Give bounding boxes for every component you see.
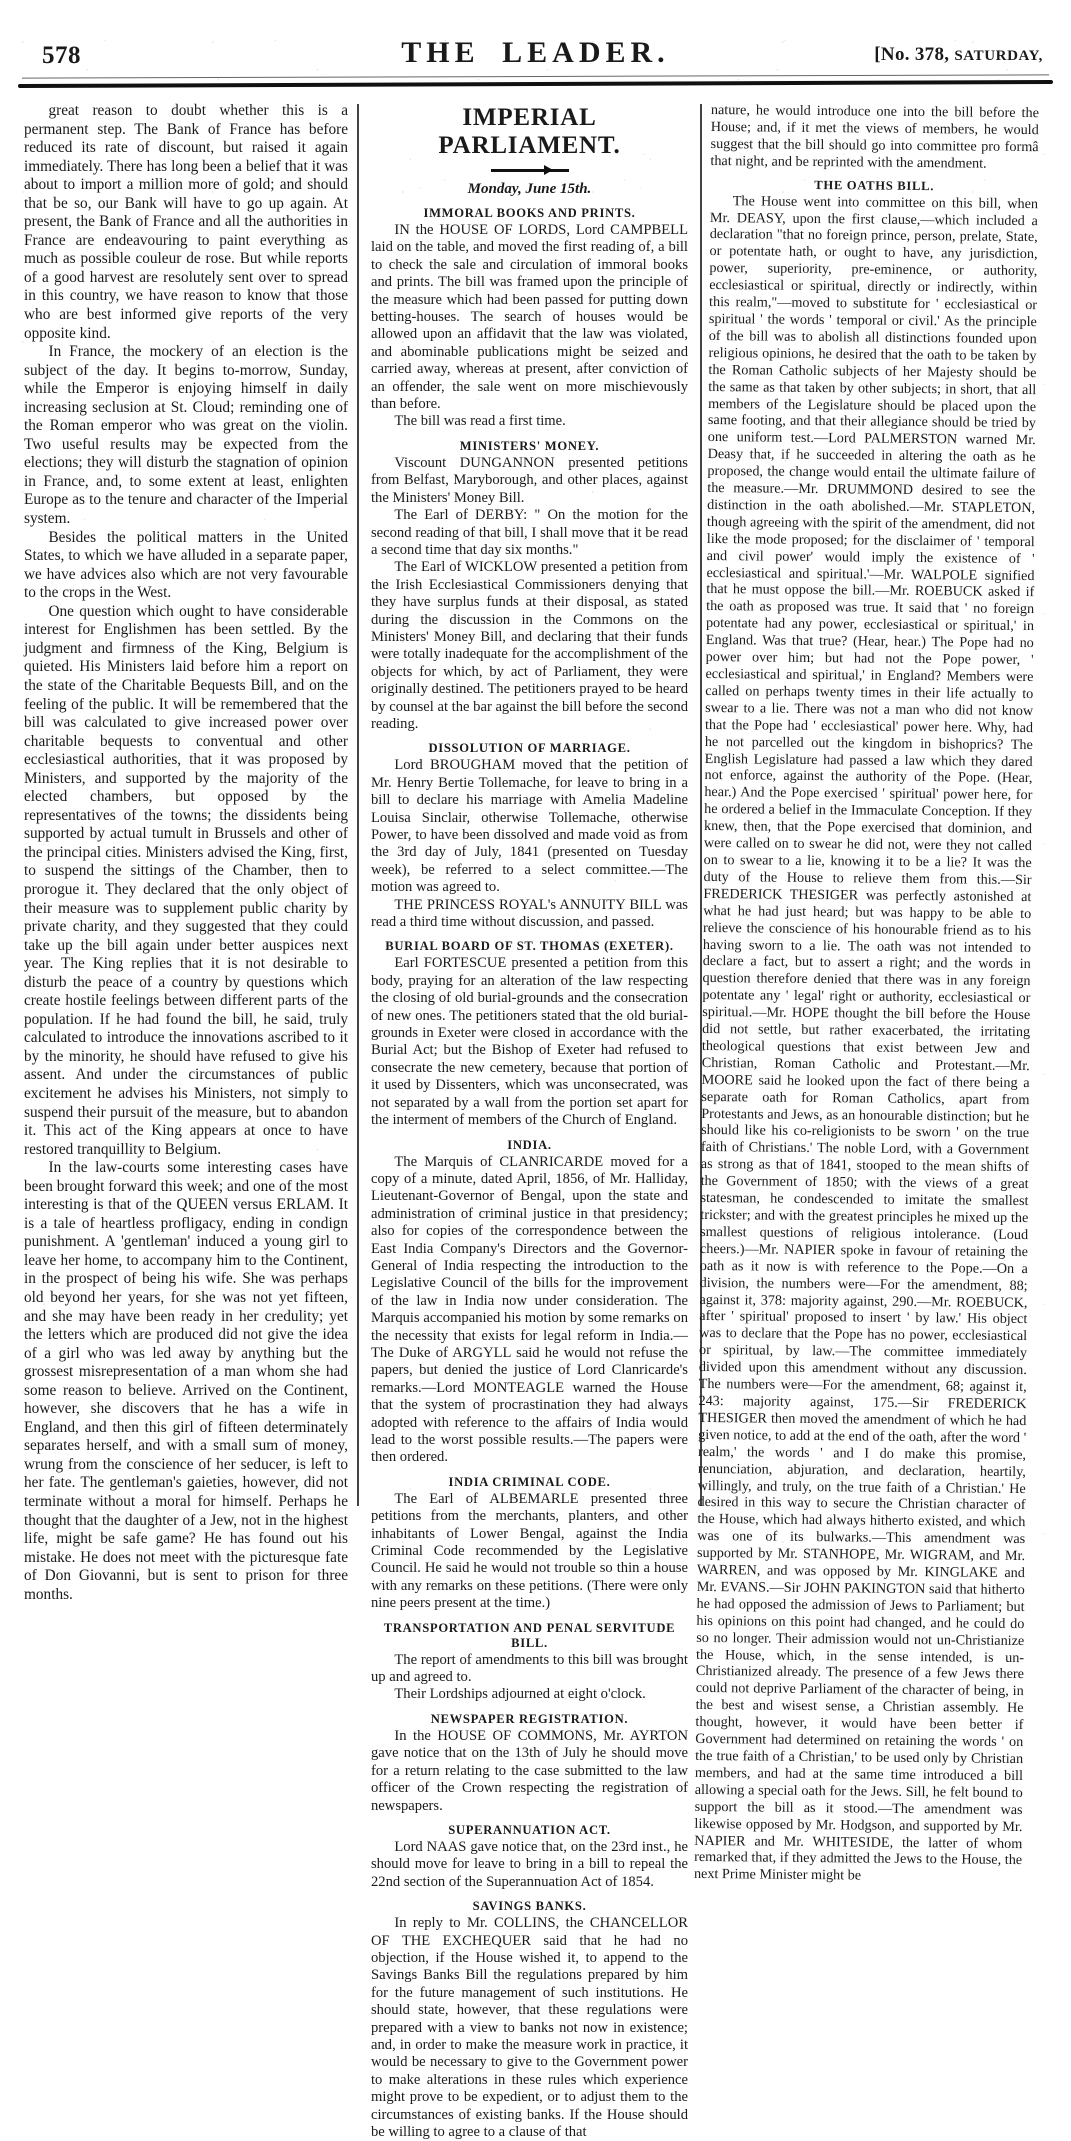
paragraph: great reason to doubt whether this is a permanent step. The Bank of France has before reduced its rate of discount, but raised it again immediately. There has long been a belief that it was about to import a million more of gold; and should that be so, our Bank will have to go up again. At present, the Bank of France and all the authorities in France are endeavouring to paint everything as much as possible couleur de rose. But while reports of a good harvest are resolutely sent over to spread in this country, we have reason to know that those who are best informed give reports of the very opposite kind. [24,102,348,342]
paragraph: Viscount DUNGANNON presented petitions from Belfast, Maryborough, and other places, against the Ministers' Money Bill. [371,454,688,506]
newspaper-page [0,30,1071,2140]
paragraph: The Earl of DERBY: " On the motion for the second reading of that bill, I shall move that it be read a second time that day six months." [371,507,688,558]
header-rule-thin [22,74,1049,78]
paragraph: In France, the mockery of an election is the subject of the day. It begins to-morrow, Sunday, while the Emperor is enjoying himself in daily increasing seclusion at St. Cloud; reminding one of the Roman emperor who was great on the violin. Two useful results may be expected from the elections; they will disturb the stagnation of opinion in France, and, to some extent at least, enlighten Europe as to the tenure and character of the Imperial system. [24,343,348,528]
paragraph: The Earl of ALBEMARLE presented three petitions from the merchants, planters, and other inhabitants of Lower Bengal, against the India Criminal Code recommended by the Legislative Council. He said he would not trouble so thin a house with any remarks on these petitions. (There were only nine peers present at the time.) [371,1490,688,1612]
paragraph: THE PRINCESS ROYAL's ANNUITY BILL was read a third time without discussion, and passed. [371,896,688,931]
section-heading: BURIAL BOARD OF ST. THOMAS (EXETER). [385,939,674,954]
section-heading: SAVINGS BANKS. [472,1899,587,1914]
paragraph: Lord BROUGHAM moved that the petition of Mr. Henry Bertie Tollemache, for leave to bring in a bill to declare his marriage with Amelia Madeline Louisa Sinclair, otherwise Tollemache, otherwise Power, to have been dissolved and made void as from the 3rd day of July, 1841 (presented on Tuesday week), be referred to a select committee.—The motion was agreed to. [371,757,688,896]
paragraph: Lord NAAS gave notice that, on the 23rd inst., he should move for leave to bring in a bill to repeal the 22nd section of the Superannuation Act of 1854. [371,1838,688,1890]
issue-day: SATURDAY, [954,48,1043,64]
section-heading: MINISTERS' MONEY. [459,438,600,453]
paragraph: IN the HOUSE OF LORDS, Lord CAMPBELL laid on the table, and moved the first reading of, a bill to check the sale and circulation of immoral books and prints. The bill was framed upon the principle of the measure which had been passed for putting down betting-houses. The search of houses would be allowed upon an affidavit that the law was violated, and abominable publications might be seized and carried away, whereas at present, after conviction of an offender, the sale went on more mischievously than before. [371,222,688,413]
section-heading: SUPERANNUATION ACT. [448,1822,611,1837]
dateline: Monday, June 15th. [467,181,592,197]
column-one [16,102,357,1603]
issue-label [874,44,1043,66]
paragraph: Besides the political matters in the United States, to which we have alluded in a separate paper, we have advices also which are not very favourable to the crops in the West. [24,528,348,602]
paragraph: In the HOUSE OF COMMONS, Mr. AYRTON gave notice that on the 13th of July he should move for a return relating to the case submitted to the law officer of the Crown respecting the registration of newspapers. [371,1727,688,1814]
section-heading: INDIA CRIMINAL CODE. [448,1474,611,1489]
page-title: THE LEADER. [401,36,670,69]
section-heading: NEWSPAPER REGISTRATION. [430,1711,629,1726]
section-heading: THE OATHS BILL. [814,177,935,193]
section-title-imperial-parliament: IMPERIAL PARLIAMENT. [438,104,621,159]
column-three [693,102,1043,1884]
paragraph: Their Lordships adjourned at eight o'clock. [394,1686,646,1703]
header-rule-thick [18,80,1053,88]
ornament-rule-icon [491,167,569,173]
paragraph: One question which ought to have considerable interest for Englishmen has been settled. By the judgment and firmness of the King, Belgium is quieted. His Ministers laid before him a report on the state of the Charitable Bequests Bill, and on the feeling of the public. It will be remembered that the bill was calculated to give increased power over charitable bequests to conventual and other ecclesiastical authorities, that it was proposed by Ministers, and supported by the majority of the elected chambers, but opposed by the representatives of the towns; the dissidents being supported by actual tumult in Brussels and other of the principal cities. Ministers advised the King, first, to suspend the sittings of the Chamber, then to prorogue it. They declared that the only object of their measure was to supplement public charity by private charity, and they suggested that they could take up the bill again under better auspices next year. The King replies that it is not desirable to disturb the peace of a country by questions which create hostile feelings between different parts of the population. If he had found the bill, he said, truly calculated to introduce the innovations ascribed to it by the minority, he should have refused to give his assent. And under the circumstances of public excitement he advises his Ministers, not simply to suspend their pursuit of the measure, but to abandon it. This act of the King appears at once to have restored tranquillity to Belgium. [24,602,348,1158]
masthead [18,30,1053,92]
paragraph: nature, he would introduce one into the bill before the House; and, if it met the views of members, he would suggest that the bill should go into committee pro formâ that night, and be reprinted with the amendment. [710,102,1039,172]
paragraph: Earl FORTESCUE presented a petition from this body, praying for an alteration of the law respecting the closing of old burial-grounds and the consecration of new ones. The petitioners stated that the old burial-grounds in Exeter were closed in accordance with the Burial Act; but the Bishop of Exeter had refused to consecrate the new cemetery, because that portion of it used by Dissenters, which was unconsecrated, was not separated by a wall from the portion set apart for the interment of members of the Church of England. [371,955,688,1129]
section-heading: DISSOLUTION OF MARRIAGE. [428,741,631,756]
paragraph: The House went into committee on this bill, when Mr. DEASY, upon the first clause,—which included a declaration "that no foreign prince, person, prelate, State, or potentate hath, or ought to have, any jurisdiction, power, superiority, pre-eminence, or authority, ecclesiastical or spiritual, directly or indirectly, within this realm,"—moved to substitute for ' ecclesiastical or spiritual ' the words ' temporal or civil.' As the principle of the bill was to abolish all distinctions founded upon religious opinions, he desired that the oath to be taken by the Roman Catholic subjects of her Majesty should be the same as that taken by other subjects; in short, that all members of the Legislature should be placed upon the same footing, and that their allegiance should be tried by one uniform test.—Lord PALMERSTON warned Mr. Deasy that, if he succeeded in altering the oath as he proposed, the change would entail the ultimate failure of the measure.—Mr. DRUMMOND desired to see the distinction in the oath abolished.—Mr. STAPLETON, though agreeing with the spirit of the amendment, did not like the mode proposed; for the disclaimer of ' temporal and civil power' would imply the existence of ' ecclesiastical and spiritual.'—Mr. WALPOLE signified that he must oppose the bill.—Mr. ROEBUCK asked if the oath as proposed was true. It said that ' no foreign potentate had any power, ecclesiastical or spiritual,' in England. Was that true? (Hear, hear.) The Pope had no power over him; but had not the Pope power, ' ecclesiastical and spiritual,' in England? Members were called on perhaps twenty times in their life actually to swear to a lie. There was not a man who did not know that the Pope had ' ecclesiastical' power here. Why, had he not parcelled out the kingdom in bishoprics? The English Legislature had passed a law which they dared not enforce, against the authority of the Pope. (Hear, hear.) And the Pope exercised ' spiritual' power here, for he ordered a belief in the Immaculate Conception. If they knew, then, that the Pope exercised that dominion, and were called on to swear he did not, were they not called on to swear to a lie, knowing it to be a lie? It was the duty of the House to relieve them from this.—Sir FREDERICK THESIGER was perfectly astonished at what he had just heard; but was happy to be able to relieve the conscience of his honourable friend as to his having sworn to a lie. The oath was not intended to declare a fact, but to assert a right; and the words in question therefore denied that there was in any foreign potentate any ' legal' right or authority, ecclesiastical or spiritual.—Mr. HOPE thought the bill before the House did not settle, but rather exacerbated, the irritating theological questions that exist between Jew and Christian, Roman Catholic and Protestant.—Mr. MOORE said he looked upon the fact of there being a separate oath for Roman Catholics, apart from Protestants and Jews, as an honourable distinction; but he should like his co-religionists to be sworn ' on the true faith of Christians.' The noble Lord, with a Government as strong as that of 1841, stooped to the mean shifts of the Government of 1850; with the views of a great statesman, he condescended to imitate the smallest trickster; and with the greatest principles he mixed up the smallest questions of religious intolerance. (Loud cheers.)—Mr. NAPIER spoke in favour of retaining the oath as it now is with reference to the Pope.—On a division, the numbers were—For the amendment, 88; against it, 378: majority against, 290.—Mr. ROEBUCK, after ' spiritual' proposed to insert ' by law.' His object was to declare that the Pope has no power, ecclesiastical or spiritual, by law.—The committee immediately divided upon this amendment without any discussion. The numbers were—For the amendment, 68; against it, 243: majority against, 175.—Sir FREDERICK THESIGER then moved the amendment of which he had given notice, to add at the end of the oath, after the word ' realm,' the words ' and I do make this promise, renunciation, abjuration, and declaration, heartily, willingly, and truly, on the true faith of a Christian.' He desired in this way to secure the Christian character of the House, which had always hitherto existed, and which was one of its bulwarks.—This amendment was supported by Mr. STANHOPE, Mr. WIGRAM, and Mr. WARREN, and was opposed by Mr. KINGLAKE and Mr. EVANS.—Sir JOHN PAKINGTON said that hitherto he had opposed the admission of Jews to Parliament; but his opinions on this point had changed, and he could do so no longer. Their admission would not un-Christianize the House, which, in the sense intended, is un-Christianized already. The presence of a few Jews there could not deprive Parliament of the character of being, in the best and wisest sense, a Christian assembly. He thought, however, it would have been better if Government had determined on retaining the words ' on the true faith of a Christian,' to be used only by Christian members, and had at the same time introduced a bill allowing a special oath for the Jews. Sill, he felt bound to support the bill as it stood.—The amendment was likewise opposed by Mr. Hodgson, and supported by Mr. NAPIER and Mr. WHITESIDE, the latter of whom remarked that, if they admitted the Jews to the House, the next Prime Minister might be [693,192,1039,1884]
section-heading: IMMORAL BOOKS AND PRINTS. [423,206,636,220]
column-container [16,102,1055,2140]
paragraph: The report of amendments to this bill was brought up and agreed to. [371,1651,688,1686]
section-heading: INDIA. [507,1137,552,1152]
paragraph: In reply to Mr. COLLINS, the CHANCELLOR OF THE EXCHEQUER said that he had no objection, if the House wished it, to append to the Savings Banks Bill the regulations prepared by him for the future management of such institutions. He should state, however, that these regulations were prepared with a view to banks not now in existence; and, in order to make the measure work in practice, it would be necessary to give to the Government power to make alterations in these rules which experience might prove to be expedient, or to adjust them to the circumstances of existing banks. If the House should be willing to agree to a clause of that [371,1915,688,2140]
paragraph: The Marquis of CLANRICARDE moved for a copy of a minute, dated April, 1856, of Mr. Halliday, Lieutenant-Governor of Bengal, upon the state and administration of criminal justice in that presidency; also for copies of the correspondence between the East India Company's Directors and the Governor-General of India respecting the introduction to the Legislative Council of the bills for the improvement of the law in India now under consideration. The Marquis accompanied his motion by some remarks on the necessity that exists for legal reform in India.—The Duke of ARGYLL said he would not refuse the papers, but denied the justice of Lord Clanricarde's remarks.—Lord MONTEAGLE warned the House that the system of procrastination they had always adopted with reference to the affairs of India would lead to the worst possible results.—The papers were then ordered. [371,1153,688,1466]
section-heading: TRANSPORTATION AND PENAL SERVITUDE BILL. [383,1620,676,1650]
issue-number: [No. 378, [874,44,955,65]
paragraph: The bill was read a first time. [394,413,566,430]
column-two [359,102,700,2140]
paragraph: The Earl of WICKLOW presented a petition from the Irish Ecclesiastical Commissioners denying that they have surplus funds at their disposal, as stated during the discussion in the Commons on the Ministers' Money Bill, and declaring that their funds were totally inadequate for the accomplishment of the objects for which, by act of Parliament, they were originally destined. The petitioners prayed to be heard by counsel at the bar against the bill before the second reading. [371,559,688,732]
paragraph: In the law-courts some interesting cases have been brought forward this week; and one of the most interesting is that of the QUEEN versus ERLAM. It is a tale of heartless profligacy, ending in condign punishment. A 'gentleman' induced a young girl to leave her home, to accompany him to the Continent, in the prospect of being his wife. She was perhaps old beyond her years, for she was not yet fifteen, and she may have been ready in her credulity; yet the letters which are produced did not give the idea of a girl who was led away by anything but the grossest misrepresentation of a man whom she had some reason to believe. Arrived on the Continent, however, she discovers that he has a wife in England, and then this girl of fifteen determinately separates herself, and with a small sum of money, wrung from the conscience of her seducer, is left to her fate. The gentleman's gaieties, however, did not terminate without a moral for himself. Perhaps he thought that the daughter of a Jew, not in the highest life, might be safe game? He has found out his mistake. He does not meet with the picturesque fate of Don Giovanni, but is sent to prison for three months. [24,1159,348,1603]
folio-number: 578 [42,42,81,69]
